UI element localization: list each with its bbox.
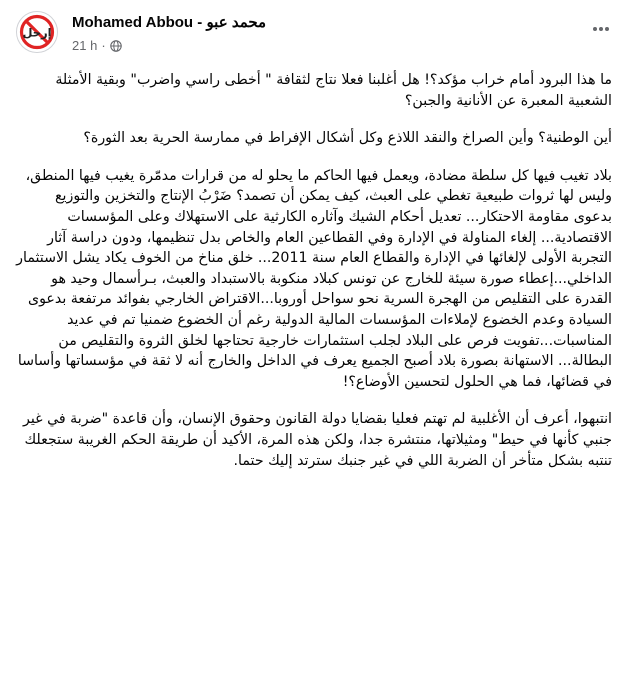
separator-dot: · (101, 38, 106, 53)
post-paragraph: بلاد تغيب فيها كل سلطة مضادة، ويعمل فيها الحاكم ما يحلو له من قرارات مدمّرة يغيب فيها المنطق، وليس لها ثروات طبيعية تغطي على العبث، كيف يمكن أن تصمد؟ ضَرْبُ الإنتاج والتخزين والتوزيع بدعوى مقاومة الاحتكار... تعديل أحكام الشيك وآثاره الكارثية على الاستهلاك وعلى المؤسسات الاقتصادية... إلغاء المناولة في الإدارة وفي القطاعين العام والخاص بدل تنظيمها، ودون دراسة آثار التجربة الأولى لإلغائها في الإدارة والقطاع العام سنة 2011... خلق مناخ من الخوف يكاد يشل الاستثمار الداخلي...إعطاء صورة سيئة للخارج عن تونس كبلاد منكوبة بالاستبداد والعبث، بـرأسمال وحيد هو القدرة على التقليص من الهجرة السرية نحو سواحل أوروبا...الاقتراض الخارجي بفوائد مرتفعة بدعوى السيادة وعدم الخضوع لإملاءات المؤسسات المالية الدولية رغم أن الخضوع ضمنيا تم في عديد المناسبات...تفويت فرص على البلاد لجلب استثمارات خارجية تحتاجها لخلق الثروة والتقليص من البطالة... الاستهانة بصورة بلاد أصبح الجميع يعرف في الداخل والخارج أنه لا ثقة في مؤسساتها وأساسا في قضائها، فما هي الحلول لتحسين الأوضاع؟! (16, 167, 612, 390)
author-name[interactable]: Mohamed Abbou - محمد عبو (72, 14, 267, 31)
post-time[interactable]: 21 h (72, 38, 98, 53)
post-paragraph: ما هذا البرود أمام خراب مؤكد؟! هل أغلبنا فعلا نتاج لثقافة " أخطى راسي واضرب" وبقية الأمثلة الشعبية المعبرة عن الأنانية والجبن؟ (55, 72, 612, 109)
post-paragraph: أين الوطنية؟ وأين الصراخ والنقد اللاذع وكل أشكال الإفراط في ممارسة الحرية بعد الثورة؟ (83, 130, 612, 147)
post-body (16, 70, 612, 471)
avatar-logo-icon (17, 12, 57, 52)
post-header (16, 10, 612, 60)
avatar-logo-text: إرحل (22, 25, 52, 40)
more-options-icon[interactable] (590, 18, 612, 40)
post-paragraph: انتبهوا، أعرف أن الأغلبية لم تهتم فعليا بقضايا دولة القانون وحقوق الإنسان، وأن قاعدة "ضربة في غير جنبي كأنها في حيط" ومثيلاتها، منتشرة جدا، ولكن هذه المرة، الأكيد أن طريقة الحكم الغريبة ستجعلك تنتبه بشكل متأخر أن الضربة اللي في غير جنبك سترتد إليك حتما. (23, 411, 612, 469)
avatar[interactable] (16, 11, 58, 53)
public-globe-icon (110, 40, 122, 52)
post-meta (72, 38, 122, 53)
